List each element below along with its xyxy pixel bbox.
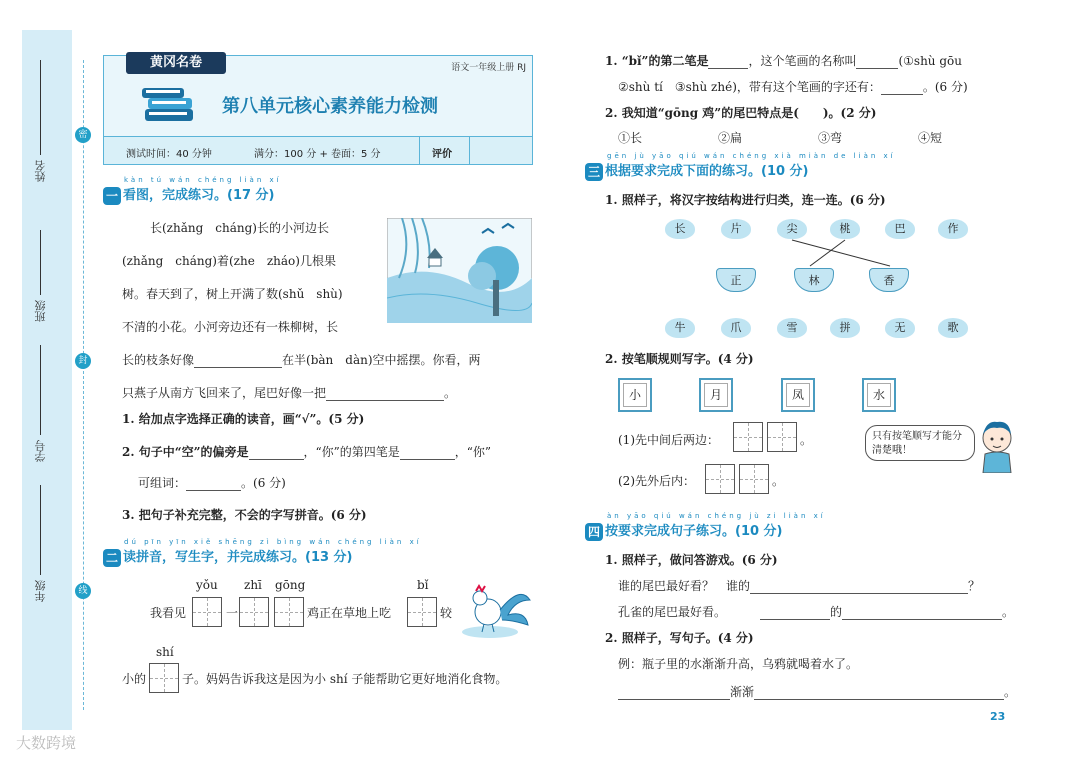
leaf-bottom-2[interactable]: 爪 (721, 318, 751, 338)
id-label: 学号 (34, 440, 47, 462)
blank-other-chars[interactable] (881, 83, 923, 95)
seal-xian: 线 (75, 583, 91, 599)
leaf-bottom-5[interactable]: 无 (885, 318, 915, 338)
blank-sentence-a[interactable] (618, 688, 730, 700)
blank-question[interactable] (750, 582, 968, 594)
pinyin-shi: shí (156, 645, 174, 659)
option-2[interactable]: ②扁 (718, 131, 743, 145)
write-box-rule1-a[interactable] (733, 422, 763, 452)
name-line (40, 60, 41, 155)
write-box-rule2-a[interactable] (705, 464, 735, 494)
write-box-rule2-b[interactable] (739, 464, 769, 494)
s1-question-2: 2. 句子中“空”的偏旁是 ，“你”的第四笔是 ，“你” (122, 445, 492, 459)
write-box-shi[interactable] (149, 663, 179, 693)
leaf-top-3[interactable]: 尖 (777, 219, 807, 239)
r-question-1: 1. “bǐ”的第二笔是 ，这个笔画的名称叫 (①shù gōu (605, 54, 962, 68)
exam-header (103, 55, 533, 165)
period-2: 。 (772, 474, 785, 488)
class-label: 班级 (34, 300, 47, 322)
bowl-2[interactable]: 林 (794, 268, 834, 292)
s3-question-1: 1. 照样子，将汉字按结构进行归类，连一连。(6 分) (605, 193, 886, 207)
passage-line-1: 长(zhǎng cháng)长的小河边长 (150, 221, 329, 235)
passage-line-5: 长的枝条好像 在半(bàn dàn)空中摇摆。你看，两 (122, 353, 481, 367)
blank-stroke-name[interactable] (856, 57, 898, 69)
s1-question-2-cont: 可组词： 。(6 分) (138, 476, 286, 490)
binding-strip (22, 30, 72, 730)
example-lines (790, 238, 900, 268)
watermark: 大数跨境 (16, 734, 77, 752)
char-box-1: 小 (618, 378, 652, 412)
char-box-2: 月 (699, 378, 733, 412)
leaf-bottom-3[interactable]: 雪 (777, 318, 807, 338)
blank-2[interactable] (326, 389, 444, 401)
pinyin-you: yǒu (196, 578, 218, 592)
sec4-title: 四 按要求完成句子练习。(10 分) (585, 520, 783, 541)
write-box-zhi[interactable] (239, 597, 269, 627)
write-box-gong[interactable] (274, 597, 304, 627)
s2-line-1c: 鸡正在草地上吃 (307, 606, 392, 620)
s1-question-3: 3. 把句子补充完整，不会的字写拼音。(6 分) (122, 508, 367, 522)
id-line (40, 345, 41, 435)
page-title: 第八单元核心素养能力检测 (222, 96, 438, 117)
example-sentence: 例：瓶子里的水渐渐升高，乌鸦就喝着水了。 (618, 657, 859, 671)
s3-question-2: 2. 按笔顺规则写字。(4 分) (605, 352, 754, 366)
river-scene-illustration (387, 218, 532, 323)
s2-line-1d: 较 (440, 606, 453, 620)
info-bar (104, 136, 532, 164)
leaf-bottom-6[interactable]: 歌 (938, 318, 968, 338)
boy-illustration (975, 418, 1020, 473)
sec2-badge: 二 (103, 549, 121, 567)
passage-line-4: 不清的小花。小河旁边还有一株柳树，长 (122, 320, 339, 334)
char-box-3: 凤 (781, 378, 815, 412)
stroke-rule-2: (2)先外后内： (618, 474, 695, 488)
char-box-4: 水 (862, 378, 896, 412)
s4-question-2: 2. 照样子，写句子。(4 分) (605, 631, 754, 645)
passage-line-3: 树。春天到了，树上开满了数(shǔ shù) (122, 287, 343, 301)
eval-label: 评价 (432, 149, 452, 160)
sec1-title: 一 看图，完成练习。(17 分) (103, 184, 275, 205)
blank-radical[interactable] (249, 448, 304, 460)
sec4-pinyin: àn yāo qiú wán chéng jù zi liàn xí (607, 512, 826, 520)
leaf-top-2[interactable]: 片 (721, 219, 751, 239)
blank-word[interactable] (186, 479, 241, 491)
speech-bubble: 只有按笔顺写才能分清楚哦！ (865, 425, 975, 461)
leaf-top-4[interactable]: 桃 (830, 219, 860, 239)
pinyin-gong: gōng (275, 578, 306, 592)
pinyin-zhi: zhī (244, 578, 262, 592)
s1-question-1: 1. 给加点字选择正确的读音，画“√”。(5 分) (122, 412, 365, 426)
leaf-bottom-1[interactable]: 牛 (665, 318, 695, 338)
page-number: 23 (990, 710, 1006, 723)
bowl-3[interactable]: 香 (869, 268, 909, 292)
blank-answer-a[interactable] (760, 608, 830, 620)
write-box-you[interactable] (192, 597, 222, 627)
sec3-pinyin: gēn jù yāo qiú wán chéng xià miàn de liàn xí (607, 152, 896, 160)
option-4[interactable]: ④短 (918, 131, 943, 145)
blank-1[interactable] (194, 356, 282, 368)
rooster-illustration (460, 580, 535, 640)
score-info: 满分：100 分 + 卷面：5 分 (254, 149, 381, 160)
sec2-title: 二 读拼音，写生字，并完成练习。(13 分) (103, 546, 353, 567)
pinyin-bi: bǐ (417, 578, 429, 592)
r-question-2: 2. 我知道“gōng 鸡”的尾巴特点是( )。(2 分) (605, 106, 877, 120)
name-label: 姓名 (34, 160, 47, 182)
time-info: 测试时间：40 分钟 (126, 149, 212, 160)
passage-line-6: 只燕子从南方飞回来了，尾巴好像一把 。 (122, 386, 457, 400)
option-3[interactable]: ③弯 (818, 131, 843, 145)
s2-line-2a: 小的 (122, 672, 147, 686)
blank-answer-b[interactable] (842, 608, 1002, 620)
seal-mi: 密 (75, 127, 91, 143)
brand-logo: 黄冈名卷 (126, 52, 226, 74)
blank-stroke[interactable] (400, 448, 455, 460)
sec4-badge: 四 (585, 523, 603, 541)
seal-feng: 封 (75, 353, 91, 369)
leaf-top-5[interactable]: 巴 (885, 219, 915, 239)
class-line (40, 230, 41, 295)
leaf-top-1[interactable]: 长 (665, 219, 695, 239)
books-icon (140, 84, 200, 129)
s2-line-1a: 我看见 (150, 606, 187, 620)
sec3-badge: 三 (585, 163, 603, 181)
sec1-badge: 一 (103, 187, 121, 205)
s4-row-2: 孔雀的尾巴最好看。 的 。 (618, 605, 1015, 619)
grade-line (40, 485, 41, 575)
s2-line-2b: 子。妈妈告诉我这是因为小 shí 子能帮助它更好地消化食物。 (182, 672, 508, 686)
s4-write-row: 渐渐 。 (618, 683, 1016, 700)
r-question-1-cont: ②shù tí ③shù zhé)，带有这个笔画的字还有： 。(6 分) (618, 80, 968, 94)
sec3-title: 三 根据要求完成下面的练习。(10 分) (585, 160, 809, 181)
leaf-top-6[interactable]: 作 (938, 219, 968, 239)
blank-second-stroke[interactable] (708, 57, 748, 69)
blank-sentence-b[interactable] (754, 688, 1004, 700)
grade-tag: 语文一年级上册 RJ (451, 63, 526, 73)
sec1-pinyin: kàn tú wán chéng liàn xí (124, 176, 282, 184)
sec2-pinyin: dú pīn yīn xiě shēng zì bìng wán chéng liàn xí (124, 538, 422, 546)
leaf-bottom-4[interactable]: 拼 (830, 318, 860, 338)
option-1[interactable]: ①长 (618, 131, 643, 145)
passage-line-2: (zhǎng cháng)着(zhe zháo)几根果 (122, 254, 336, 268)
stroke-rule-1: (1)先中间后两边： (618, 433, 719, 447)
grade-label: 年级 (34, 580, 47, 602)
period-1: 。 (800, 433, 813, 447)
bowl-1[interactable]: 正 (716, 268, 756, 292)
cut-line (83, 60, 84, 710)
s2-dash: 一 (226, 606, 239, 620)
write-box-rule1-b[interactable] (767, 422, 797, 452)
write-box-bi[interactable] (407, 597, 437, 627)
s4-row-1: 谁的尾巴最好看？ 谁的 ？ (618, 579, 981, 593)
s4-question-1: 1. 照样子，做问答游戏。(6 分) (605, 553, 778, 567)
